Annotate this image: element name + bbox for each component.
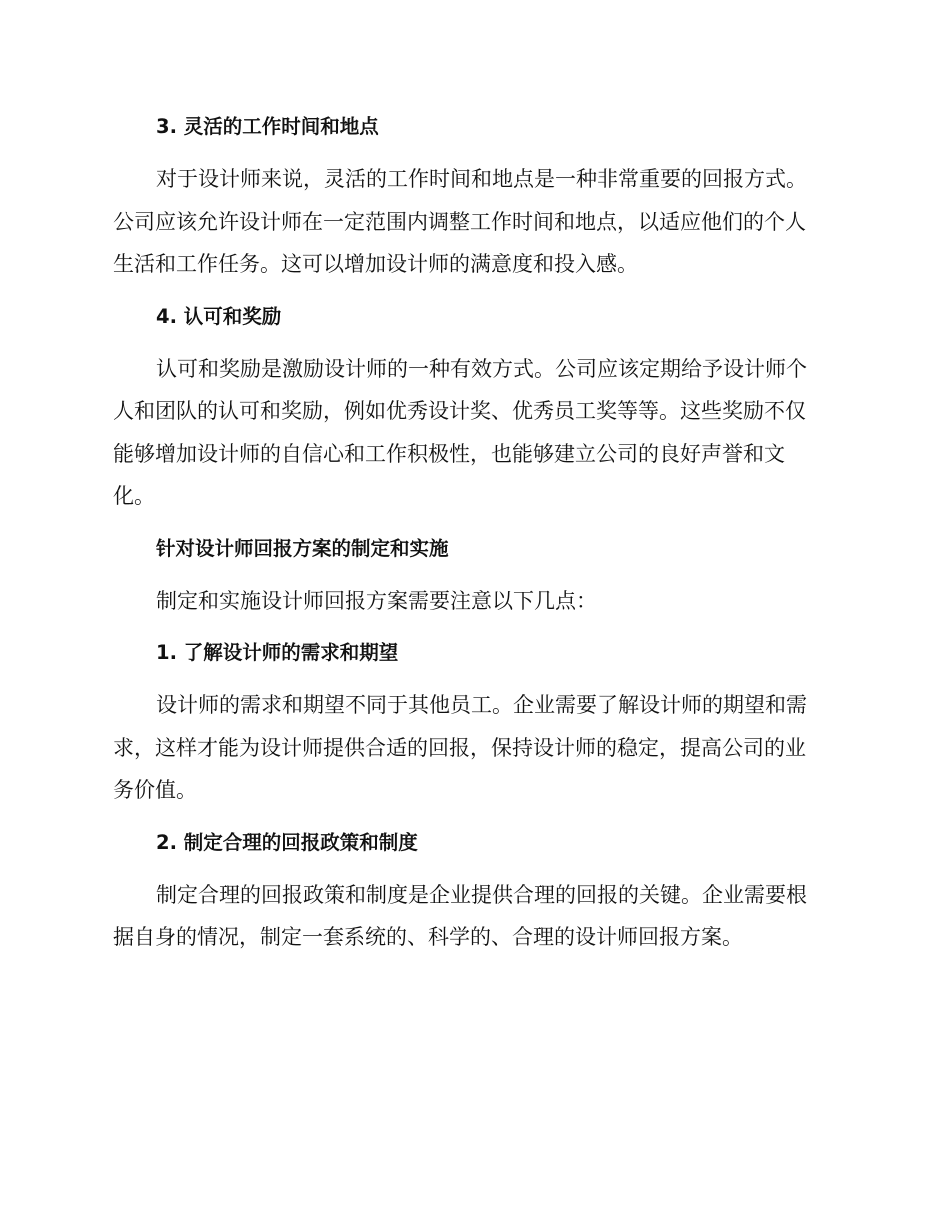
paragraph-line: 化。 <box>113 484 155 508</box>
section-heading: 3. 灵活的工作时间和地点 <box>156 115 379 138</box>
section-heading: 针对设计师回报方案的制定和实施 <box>156 536 449 560</box>
document-body <box>113 110 837 973</box>
paragraph-line: 据自身的情况，制定一套系统的、科学的、合理的设计师回报方案。 <box>113 925 743 949</box>
paragraph <box>113 580 837 623</box>
paragraph-line: 制定和实施设计师回报方案需要注意以下几点： <box>156 588 597 613</box>
paragraph-line: 认可和奖励是激励设计师的一种有效方式。公司应该定期给予设计师个 <box>156 356 807 381</box>
paragraph-line: 求，这样才能为设计师提供合适的回报，保持设计师的稳定，提高公司的业 <box>113 735 806 760</box>
section-heading: 2. 制定合理的回报政策和制度 <box>156 830 418 854</box>
paragraph-line: 人和团队的认可和奖励，例如优秀设计奖、优秀员工奖等等。这些奖励不仅 <box>113 399 806 423</box>
paragraph-line: 对于设计师来说，灵活的工作时间和地点是一种非常重要的回报方式。 <box>156 167 807 191</box>
section-heading: 1. 了解设计师的需求和期望 <box>156 641 399 664</box>
paragraph-line: 制定合理的回报政策和制度是企业提供合理的回报的关键。企业需要根 <box>156 882 807 907</box>
paragraph-line: 设计师的需求和期望不同于其他员工。企业需要了解设计师的期望和需 <box>156 693 807 717</box>
paragraph-line: 能够增加设计师的自信心和工作积极性，也能够建立公司的良好声誉和文 <box>113 441 785 466</box>
paragraph-line: 公司应该允许设计师在一定范围内调整工作时间和地点，以适应他们的个人 <box>113 209 806 234</box>
section-heading: 4. 认可和奖励 <box>156 304 282 328</box>
paragraph <box>113 874 837 959</box>
paragraph-line: 生活和工作任务。这可以增加设计师的满意度和投入感。 <box>113 252 638 276</box>
paragraph-line: 务价值。 <box>113 778 197 802</box>
paragraph <box>113 158 837 286</box>
paragraph <box>113 684 837 812</box>
paragraph <box>113 348 837 518</box>
